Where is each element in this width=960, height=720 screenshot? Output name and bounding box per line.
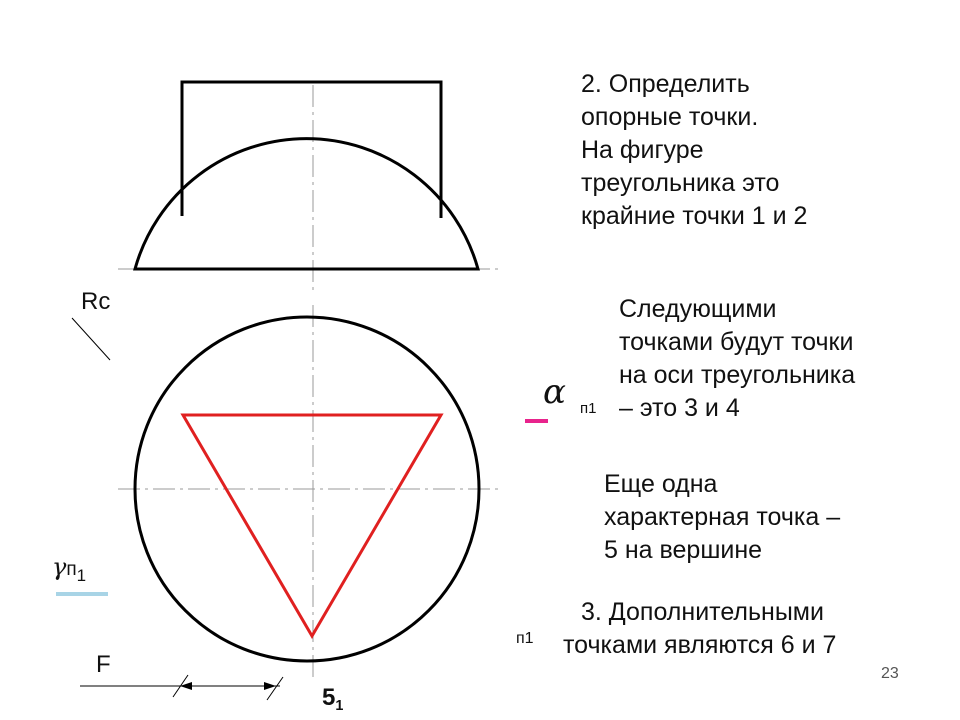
step2-line: 2. Определить — [581, 70, 750, 98]
gamma-symbol: γ — [52, 553, 67, 581]
next-points-line: на оси треугольника — [619, 361, 856, 389]
step2-line: треугольника это — [581, 169, 780, 197]
horizontal-view — [118, 305, 500, 680]
one-more-line: 5 на вершине — [604, 536, 763, 564]
one-more-line: Еще одна — [604, 470, 718, 498]
step3-line: точками являются 6 и 7 — [563, 631, 837, 659]
hemisphere-outline — [135, 139, 478, 269]
gamma-text: п — [66, 559, 77, 580]
next-points-line: – это 3 и 4 — [619, 394, 740, 422]
step3-line: 3. Дополнительными — [581, 598, 824, 626]
gamma-plane-label — [52, 553, 86, 586]
slide-number: 23 — [881, 665, 899, 682]
arrowhead-left — [180, 682, 192, 690]
extension-line-right — [267, 677, 283, 700]
alpha-symbol: α — [543, 372, 566, 412]
point-5-subscript: 1 — [335, 698, 344, 715]
alpha-plane-label — [543, 372, 566, 412]
alpha-subscript: п1 — [580, 400, 597, 417]
next-points-line: Следующими — [619, 295, 777, 323]
frontal-view — [118, 82, 500, 290]
next-points-text — [619, 293, 855, 425]
one-more-point-text — [604, 468, 840, 567]
step3-text — [563, 596, 836, 662]
radius-label-top: Rc — [81, 288, 111, 315]
triangle-section — [183, 415, 441, 636]
step2-line: На фигуре — [581, 136, 704, 164]
gamma-subscript: 1 — [76, 565, 87, 585]
point-5-main: 5 — [322, 684, 336, 711]
step2-text — [581, 68, 807, 233]
point-5-label — [322, 684, 343, 714]
next-points-line: точками будут точки — [619, 328, 854, 356]
prism-frontal-outline — [182, 82, 441, 218]
stray-subscript-label: п1 — [516, 630, 534, 647]
radius-leader-top — [72, 318, 110, 360]
radius-label-bottom: F — [96, 651, 111, 678]
one-more-line: характерная точка – — [604, 503, 841, 531]
step2-line: крайние точки 1 и 2 — [581, 202, 808, 230]
step2-line: опорные точки. — [581, 103, 759, 131]
